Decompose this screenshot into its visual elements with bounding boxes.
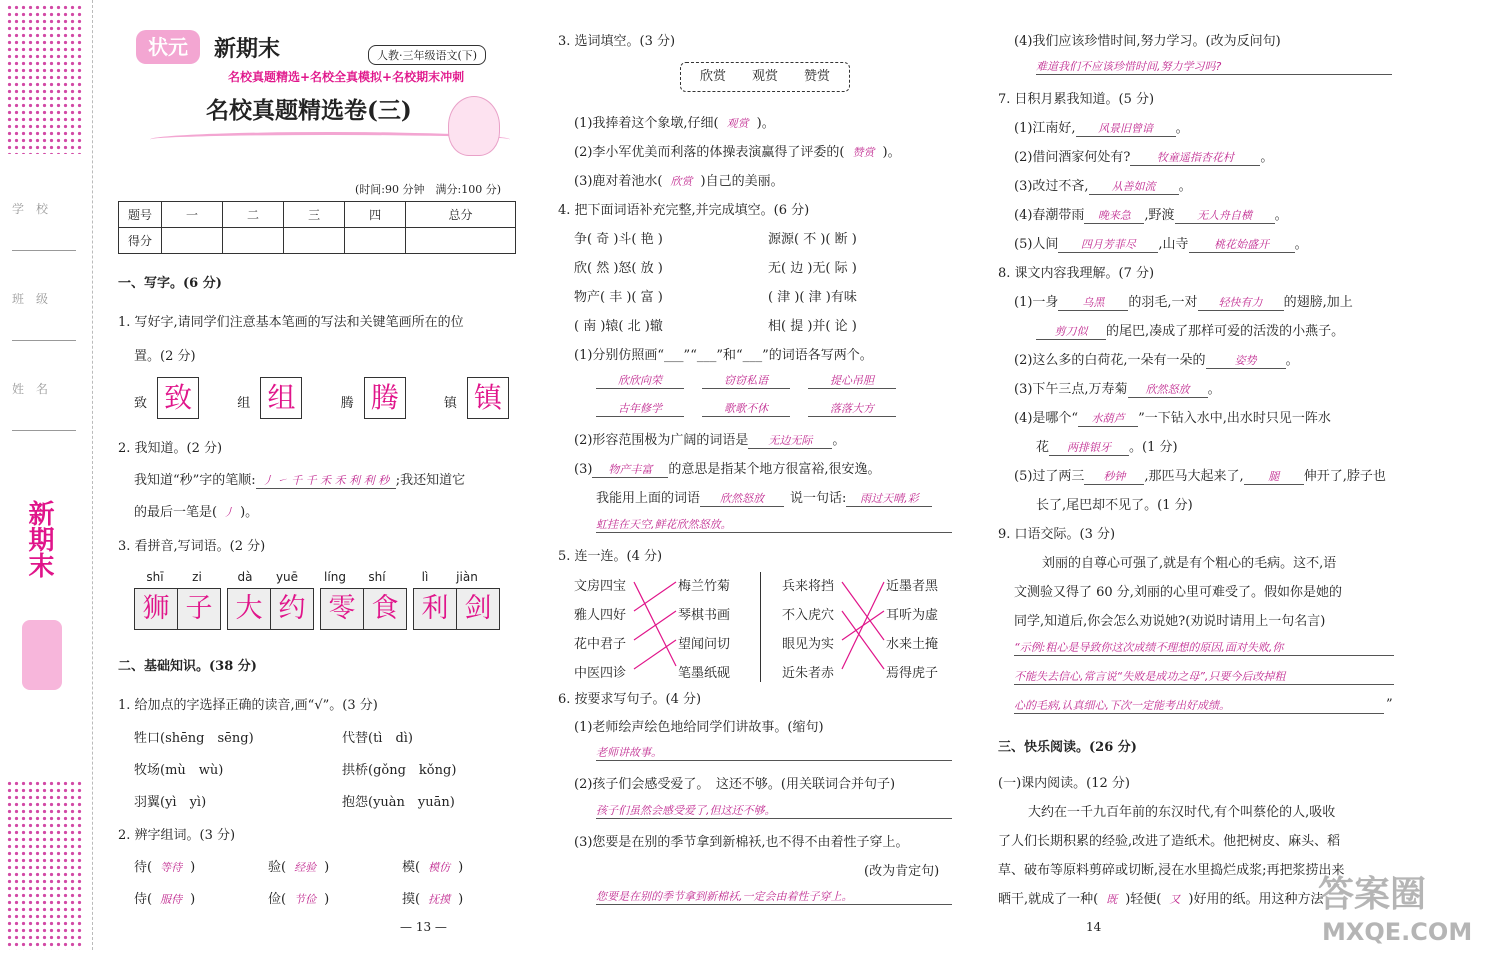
char-label: 腾 [340, 396, 354, 411]
m-q4-1: (1)分别仿照画“___”“___”和“___”的词语各写两个。 [574, 348, 873, 363]
group-item: 待( 等待 ) [134, 860, 196, 875]
py-item: 羽翼(yì yì) [134, 795, 207, 810]
word-char: 狮 [134, 588, 177, 630]
py-item: 拱桥(gǒng kǒng) [342, 763, 457, 778]
py-item: 牲口(shēng sēng) [134, 731, 254, 746]
idiom: 源源( 不 )( 断 ) [768, 232, 857, 247]
r-q9-ans2: 不能失去信心,常言说“失败是成功之母”,只要今后改掉粗 [1014, 668, 1394, 685]
m-q4-2: (2)形容范围极为广阔的词语是 无边无际 。 [574, 433, 846, 448]
group-item: 俭( 节俭 ) [268, 892, 330, 907]
py-item: 代替(tì dì) [342, 731, 414, 746]
m-q6a-ans: 老师讲故事。 [596, 744, 952, 761]
m-q6c-ans: 您要是在别的季节拿到新棉袄,一定会由着性子穿上。 [596, 888, 952, 905]
idiom: 争( 奇 )斗( 艳 ) [574, 232, 663, 247]
m-q6c: (3)您要是在别的季节拿到新棉袄,也不得不由着性子穿上。 [574, 835, 909, 850]
section3-title: 三、快乐阅读。(26 分) [998, 740, 1137, 755]
answer: 丿 [223, 506, 235, 519]
m-q6b-ans: 孩子们虽然会感受爱了,但这还不够。 [596, 802, 952, 819]
school-label: 学 校 [12, 200, 76, 251]
m-q3c: (3)鹿对着池水( 欣赏 )自己的美丽。 [574, 174, 784, 189]
link-line [634, 582, 676, 611]
score-header: 一 [162, 202, 223, 228]
r-q9-ans3: 心的毛病,认真细心,下次一定能考出好成绩。 [1014, 697, 1384, 714]
idiom: 欣( 然 )怒( 放 ) [574, 261, 663, 276]
char-label: 组 [237, 396, 251, 411]
word-char: 零 [320, 588, 363, 630]
r-q9-ans1: “示例:粗心是导致你这次成绩不理想的原因,面对失败,你 [1014, 639, 1394, 656]
word-char: 子 [177, 588, 221, 630]
link-line [842, 611, 884, 669]
s1-q1: 1. 写好字,请同学们注意基本笔画的写法和关键笔画所在的位 [118, 315, 464, 330]
score-row-label: 得分 [119, 228, 162, 254]
idiom: 相( 提 )并( 论 ) [768, 319, 857, 334]
r-s3a: (一)课内阅读。(12 分) [998, 776, 1130, 791]
edition-badge: 人教·三年级语文(下) [368, 45, 486, 65]
r-q7-2: (2)借问酒家何处有? 牧童遥指杏花村 。 [1014, 150, 1274, 165]
logo: 状元 [136, 30, 200, 64]
link-col-3: 兵来将挡 不入虎穴 眼见为实 近朱者赤 [782, 579, 835, 681]
group-item: 验( 经验 ) [268, 860, 330, 875]
r-q8b: (2)这么多的白荷花,一朵有一朵的 姿势 。 [1014, 353, 1299, 368]
char-box: 腾 [364, 377, 406, 419]
r-q8d: (4)是哪个“ 水葫芦 ”一下钻入水中,出水时只见一阵水 [1014, 411, 1331, 426]
s2-q2: 2. 辨字组词。(3 分) [118, 828, 236, 843]
page-number-13: — 13 — [400, 920, 447, 934]
char-box: 致 [157, 377, 199, 419]
r-q6d: (4)我们应该珍惜时间,努力学习。(改为反问句) [1014, 34, 1281, 49]
r-q9-end: ” [1386, 697, 1393, 712]
score-header: 二 [223, 202, 284, 228]
m-q6b: (2)孩子们会感受爱了。 这还不够。(用关联词合并句子) [574, 777, 896, 792]
r-q9: 9. 口语交际。(3 分) [998, 527, 1116, 542]
idiom: 无( 边 )无( 际 ) [768, 261, 857, 276]
score-header: 三 [284, 202, 345, 228]
word-char: 利 [413, 588, 456, 630]
m-q3: 3. 选词填空。(3 分) [558, 34, 676, 49]
text: ;我还知道它 [395, 473, 466, 488]
m-q3a: (1)我捧着这个象墩,仔细( 观赏 )。 [574, 116, 775, 131]
word-box: 欣赏 观赏 赞赏 [680, 62, 850, 92]
char-box: 镇 [467, 377, 509, 419]
pinyin: jiàn [456, 570, 478, 584]
link-line [842, 582, 884, 669]
watermark: 答案圈 [1318, 874, 1427, 915]
link-col-1: 文房四宝 雅人四好 花中君子 中医四诊 [574, 579, 627, 681]
m-q6a: (1)老师绘声绘色地给同学们讲故事。(缩句) [574, 720, 824, 735]
m-q4-3b: 我能用上面的词语 欣然怒放 说一句话: 雨过天晴,彩 [596, 487, 932, 507]
score-header: 题号 [119, 202, 162, 228]
pinyin: yuē [275, 570, 299, 584]
section2-title: 二、基础知识。(38 分) [118, 659, 257, 674]
text: 我知道“秒”字的笔顺: [134, 473, 256, 488]
score-header: 总分 [406, 202, 516, 228]
pinyin: dà [237, 570, 253, 584]
m-q6c-tag: (改为肯定句) [864, 864, 940, 879]
r-p2: 了人们长期积累的经验,改进了造纸术。他把树皮、麻头、稻 [998, 834, 1341, 849]
r-p3: 草、破布等原料剪碎或切断,浸在水里捣烂成浆;再把浆捞出来 [998, 863, 1345, 878]
s1-q1b: 置。(2 分) [134, 349, 196, 364]
m-q4-3c: 虹挂在天空,鲜花欣然怒放。 [596, 516, 952, 533]
pinyin: zi [192, 570, 202, 584]
pinyin: shí [368, 570, 386, 584]
link-line [634, 582, 676, 666]
r-p1: 大约在一千九百年前的东汉时代,有个叫蔡伦的人,吸收 [1028, 805, 1336, 820]
r-q8a: (1)一身 乌黑 的羽毛,一对 轻快有力 的翅膀,加上 [1014, 295, 1353, 310]
text: 的最后一笔是( [134, 505, 218, 520]
watermark-url: MXQE.COM [1322, 918, 1473, 946]
r-q8e: (5)过了两三 秒钟 ,那匹马大起来了, 腿 伸开了,脖子也 [1014, 469, 1386, 484]
pinyin: shī [146, 570, 164, 584]
r-q8c: (3)下午三点,万寿菊 欣然怒放 。 [1014, 382, 1221, 397]
time-info: (时间:90 分钟 满分:100 分) [355, 183, 501, 196]
link-line [634, 611, 676, 640]
idiom: ( 津 )( 津 )有味 [768, 290, 857, 305]
r-q7-4: (4)春潮带雨 晚来急 ,野渡 无人舟自横 。 [1014, 208, 1288, 223]
class-label: 班 级 [12, 290, 76, 341]
idiom: 物产( 丰 )( 富 ) [574, 290, 663, 305]
r-q9c: 同学,知道后,你会怎么劝说她?(劝说时请用上一句名言) [1014, 614, 1326, 629]
text: )。 [240, 505, 259, 520]
r-q7-3: (3)改过不吝, 从善如流 。 [1014, 179, 1192, 194]
s2-q1: 1. 给加点的字选择正确的读音,画“√”。(3 分) [118, 698, 378, 713]
pinyin: lì [421, 570, 429, 584]
py-item: 牧场(mù wù) [134, 763, 224, 778]
word-char: 大 [227, 588, 270, 630]
char-label: 镇 [443, 396, 457, 411]
r-q7-5: (5)人间 四月芳菲尽 ,山寺 桃花始盛开 。 [1014, 237, 1308, 252]
char-box: 组 [260, 377, 302, 419]
idiom: ( 南 )辕( 北 )辙 [574, 319, 663, 334]
group-item: 摸( 抚摸 ) [402, 892, 464, 907]
word-char: 约 [270, 588, 314, 630]
page-number-14: 14 [1086, 920, 1102, 934]
answer: 丿 ㇀ 千 千 禾 禾 利 利 秒 [256, 472, 396, 489]
s1-q2: 2. 我知道。(2 分) [118, 441, 223, 456]
r-q9b: 文测验又得了 60 分,刘丽的心里可难受了。假如你是她的 [1014, 585, 1342, 600]
answer-row: 欣欣向荣 窃窃私语 提心吊胆 [596, 372, 896, 389]
section1-title: 一、写字。(6 分) [118, 276, 222, 291]
m-q5: 5. 连一连。(4 分) [558, 549, 663, 564]
pinyin: líng [324, 570, 346, 584]
page-title: 名校真题精选卷(三) [206, 97, 412, 124]
brand-title: 新期末 [214, 37, 281, 62]
r-q7: 7. 日积月累我知道。(5 分) [998, 92, 1155, 107]
link-col-4: 近墨者黑 耳听为虚 水来土掩 焉得虎子 [886, 579, 939, 681]
m-q6: 6. 按要求写句子。(4 分) [558, 692, 702, 707]
r-q8e-2: 长了,尾巴却不见了。(1 分) [1036, 498, 1193, 513]
py-item: 抱怨(yuàn yuān) [342, 795, 455, 810]
link-col-2: 梅兰竹菊 琴棋书画 望闻问切 笔墨纸砚 [678, 579, 731, 681]
r-q6d-ans: 难道我们不应该珍惜时间,努力学习吗? [1036, 58, 1392, 75]
m-q4-3: (3) 物产丰富 的意思是指某个地方很富裕,很安逸。 [574, 462, 881, 477]
name-label: 姓 名 [12, 380, 76, 431]
slogan: 名校真题精选+名校全真模拟+名校期末冲刺 [228, 70, 465, 84]
s1-q3: 3. 看拼音,写词语。(2 分) [118, 539, 266, 554]
sidebar-brand: 新期末 [24, 500, 54, 578]
link-line [842, 582, 884, 640]
word-char: 食 [363, 588, 407, 630]
char-label: 致 [134, 396, 148, 411]
r-q9a: 刘丽的自尊心可强了,就是有个粗心的毛病。这不,语 [1042, 556, 1337, 571]
r-p4: 晒干,就成了一种( 既 )轻便( 又 )好用的纸。用这种方法 [998, 892, 1324, 907]
m-q4: 4. 把下面词语补充完整,并完成填空。(6 分) [558, 203, 810, 218]
group-item: 侍( 服侍 ) [134, 892, 196, 907]
group-item: 模( 模仿 ) [402, 860, 464, 875]
word-char: 剑 [456, 588, 500, 630]
r-q8: 8. 课文内容我理解。(7 分) [998, 266, 1155, 281]
r-q7-1: (1)江南好, 风景旧曾谙 。 [1014, 121, 1189, 136]
score-header: 四 [345, 202, 406, 228]
answer-row: 古年修学 歌歌不休 落落大方 [596, 400, 896, 417]
m-q3b: (2)李小军优美而利落的体操表演赢得了评委的( 赞赏 )。 [574, 145, 901, 160]
r-q8d-2: 花 两排银牙 。(1 分) [1036, 440, 1178, 455]
r-q8a-2: 剪刀似 的尾巴,凑成了那样可爱的活泼的小燕子。 [1036, 320, 1344, 340]
